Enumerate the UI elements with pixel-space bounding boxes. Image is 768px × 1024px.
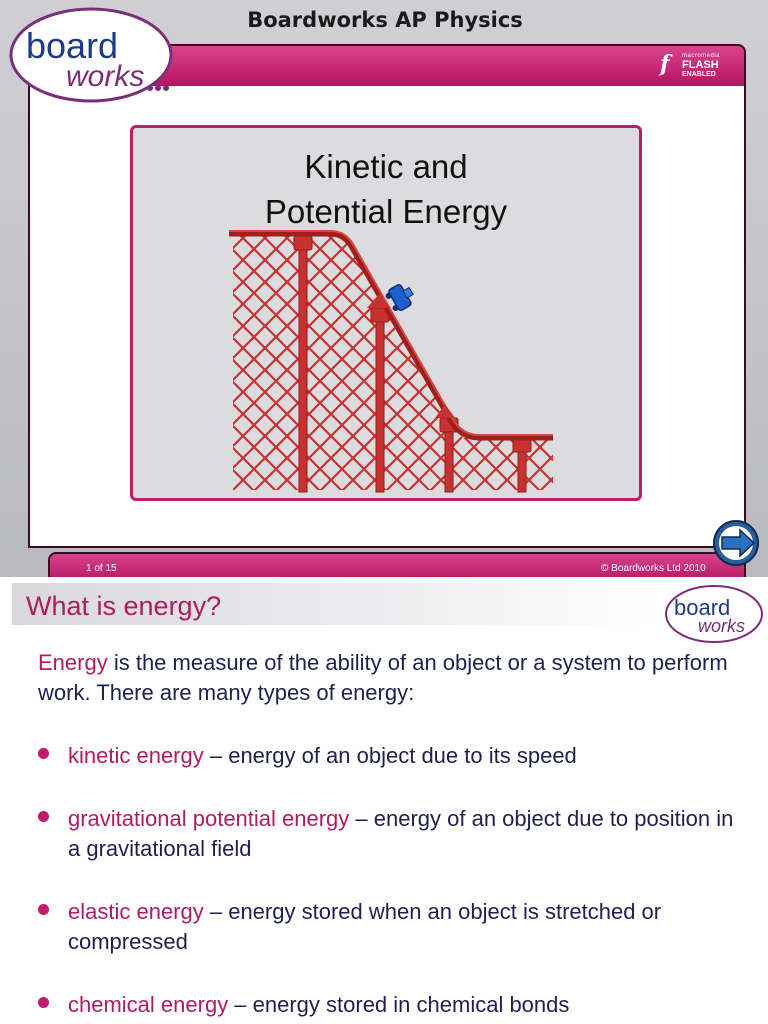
bullet-term: chemical energy <box>68 992 229 1017</box>
bullet-text: – energy stored when an object is stretched or compressed <box>68 899 662 954</box>
flash-logo-icon: f <box>660 51 670 77</box>
bullet-term: kinetic energy <box>68 743 204 768</box>
boardworks-logo <box>8 6 174 104</box>
intro-text: is the measure of the ability of an object or a system to perform work. There are many types of energy: <box>38 650 728 705</box>
bullet-term: elastic energy <box>68 899 204 924</box>
image-title <box>133 144 639 234</box>
bullet-icon <box>38 748 49 759</box>
flash-brand: macromedia <box>682 53 721 59</box>
boardworks-logo-small <box>664 583 764 645</box>
logo-word-board: board <box>26 25 119 66</box>
logo-word-works: works <box>66 60 145 93</box>
image-title-line-1: Kinetic and <box>304 148 468 185</box>
bullet-term: gravitational potential energy <box>68 806 350 831</box>
page-indicator: 1 of 15 <box>86 563 117 574</box>
logo-word-board: board <box>674 595 731 620</box>
bullet-text: – energy of an object due to position in a gravitational field <box>68 806 734 861</box>
bullet-icon <box>38 811 49 822</box>
next-slide-button[interactable] <box>708 518 764 568</box>
image-title-line-2: Potential Energy <box>264 193 508 230</box>
coaster-image <box>130 125 642 501</box>
intro-paragraph <box>38 648 738 708</box>
flash-badge <box>660 53 732 81</box>
logo-word-works: works <box>698 616 746 636</box>
bullet-text: – energy of an object due to its speed <box>203 743 577 768</box>
flash-word: FLASH <box>682 59 719 71</box>
slide-title: What is energy? <box>26 591 222 621</box>
bullet-text: – energy stored in chemical bonds <box>228 992 570 1017</box>
intro-term: Energy <box>38 650 108 675</box>
flash-enabled: ENABLED <box>682 71 716 78</box>
bullet-icon <box>38 997 49 1008</box>
bullet-icon <box>38 904 49 915</box>
copyright-text: © Boardworks Ltd 2010 <box>601 563 706 574</box>
content-slide <box>0 577 768 1024</box>
deck-title: Boardworks AP Physics <box>247 8 523 32</box>
